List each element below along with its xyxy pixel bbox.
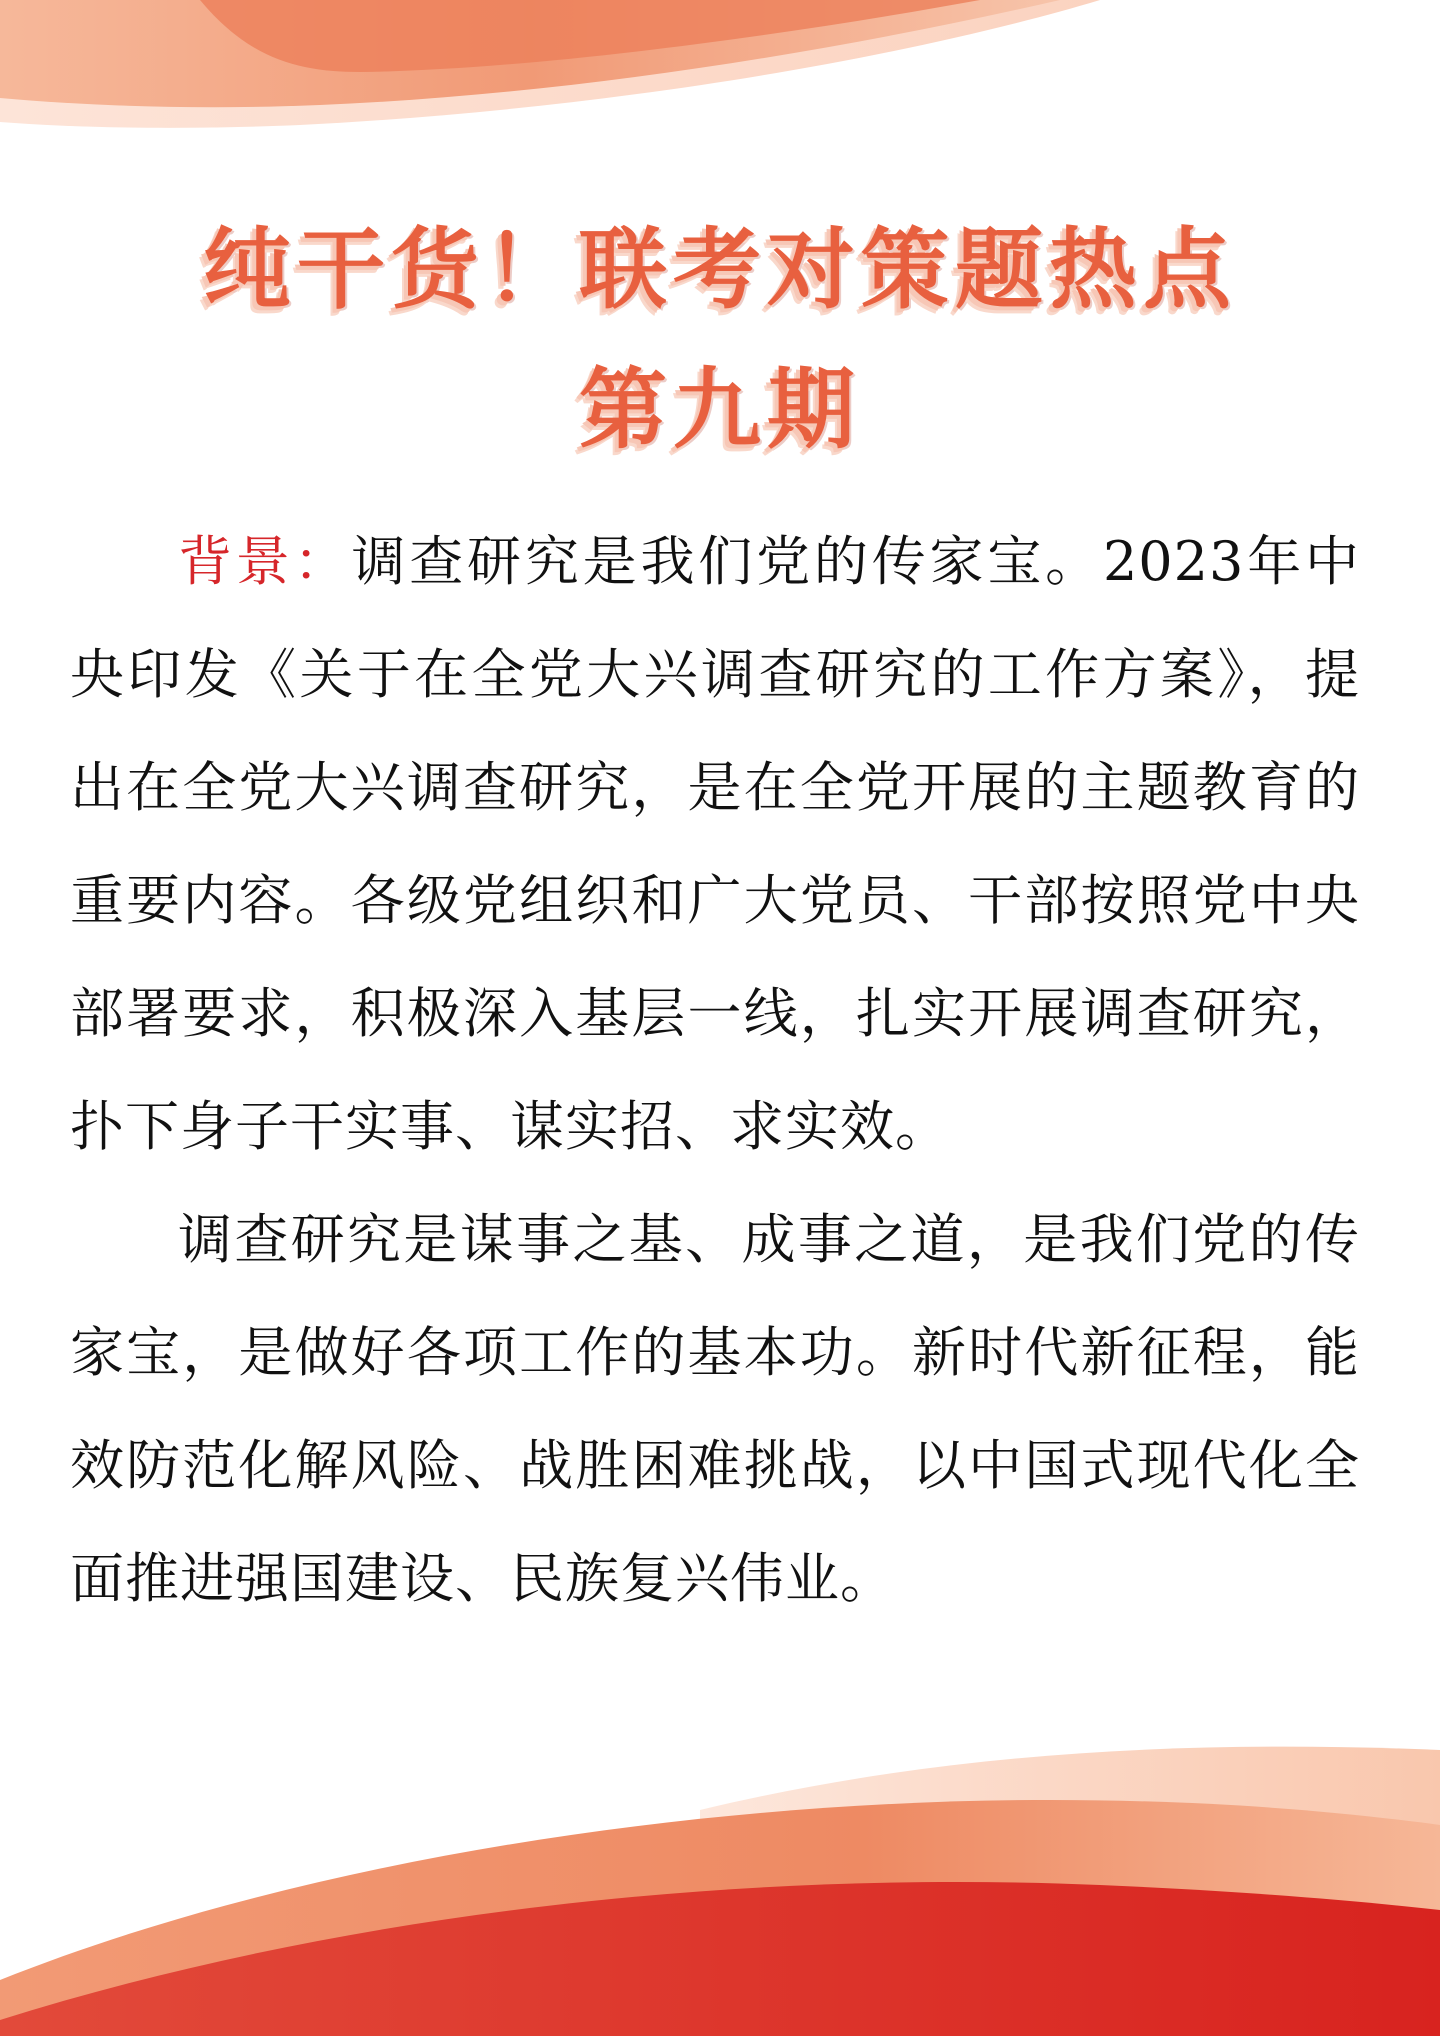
bottom-wave-decoration <box>0 1720 1440 2036</box>
background-label: 背景： <box>178 530 352 593</box>
paragraph-2 <box>70 1183 1360 1635</box>
title-line-1: 纯干货！联考对策题热点 <box>202 218 1237 321</box>
paragraph-1-text: 调查研究是我们党的传家宝。2023年中央印发《关于在全党大兴调查研究的工作方案》，提出在全党大兴调查研究，是在全党开展的主题教育的重要内容。各级党组织和广大党员、干部按照党中央部署要求，积极深入基层一线，扎实开展调查研究，扑下身子干实事、谋实招、求实效。 <box>70 530 1360 1158</box>
body-text <box>70 505 1360 1635</box>
paragraph-1 <box>70 505 1360 1183</box>
title-line-2: 第九期 <box>578 358 861 461</box>
title-block <box>0 200 1440 480</box>
paragraph-2-text: 调查研究是谋事之基、成事之道，是我们党的传家宝，是做好各项工作的基本功。新时代新征程，能效防范化解风险、战胜困难挑战，以中国式现代化全面推进强国建设、民族复兴伟业。 <box>70 1208 1360 1610</box>
top-wave-decoration <box>0 0 1440 160</box>
